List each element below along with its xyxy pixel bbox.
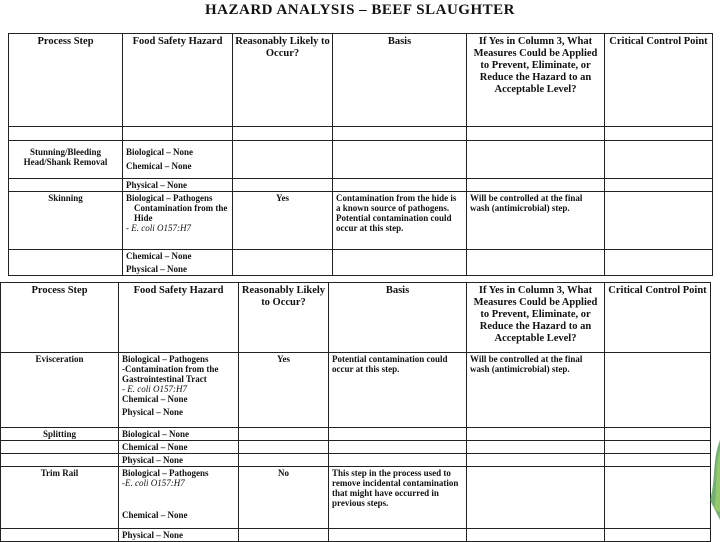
hazard-phys: Physical – None [119, 529, 239, 542]
header-hazard: Food Safety Hazard [119, 283, 239, 353]
hazard-chem: Chemical – None [122, 510, 188, 520]
measures-text: Will be controlled at the final wash (antimicrobial) step. [467, 353, 605, 428]
header-process-step: Process Step [1, 283, 119, 353]
table-row [1, 454, 711, 467]
header-basis: Basis [329, 283, 467, 353]
header-measures: If Yes in Column 3, What Measures Could be Applied to Prevent, Eliminate, or Reduce the Hazard to an Acceptable Level? [467, 34, 605, 127]
table-row [1, 353, 711, 428]
hazard-bio-organism: - E. coli O157:H7 [126, 223, 191, 233]
corner-decoration [706, 440, 720, 520]
hazard-cell [123, 141, 233, 179]
hazard-chem: Chemical – None [119, 441, 239, 454]
hazard-bio: Biological – Pathogens [122, 354, 209, 364]
measures-text: Will be controlled at the final wash (antimicrobial) step. [467, 192, 605, 250]
table-row [9, 192, 713, 250]
header-basis: Basis [333, 34, 467, 127]
hazard-bio-detail: Contamination from the Hide [134, 203, 228, 223]
header-process-step: Process Step [9, 34, 123, 127]
header-likely: Reasonably Likely to Occur? [239, 283, 329, 353]
step-trim-rail: Trim Rail [1, 467, 119, 529]
table-row [9, 250, 713, 276]
table-row [1, 441, 711, 454]
likely-value: No [239, 467, 329, 529]
hazard-cell [123, 192, 233, 250]
hazard-phys: Physical – None [122, 407, 184, 417]
hazard-chem: Chemical – None [122, 394, 188, 404]
hazard-phys: Physical – None [126, 264, 188, 274]
table-row-spacer [9, 127, 713, 141]
header-ccp: Critical Control Point [605, 283, 711, 353]
basis-text: Contamination from the hide is a known source of pathogens. Potential contamination could occur at this step. [333, 192, 467, 250]
hazard-bio: Biological – Pathogens [122, 468, 209, 478]
hazard-bio-detail: -Contamination from the Gastrointestinal Tract [122, 364, 219, 384]
hazard-bio-organism: -E. coli O157:H7 [122, 478, 185, 488]
step-splitting: Splitting [1, 428, 119, 441]
hazard-table-top [8, 33, 713, 276]
header-measures: If Yes in Column 3, What Measures Could be Applied to Prevent, Eliminate, or Reduce the Hazard to an Acceptable Level? [467, 283, 605, 353]
table-row [9, 141, 713, 179]
hazard-table-bottom [0, 282, 711, 542]
basis-text: Potential contamination could occur at this step. [329, 353, 467, 428]
hazard-cell [123, 250, 233, 276]
table-row [9, 179, 713, 192]
likely-value: Yes [239, 353, 329, 428]
header-likely: Reasonably Likely to Occur? [233, 34, 333, 127]
hazard-bio: Biological – Pathogens [126, 193, 213, 203]
hazard-chem: Chemical – None [126, 251, 192, 261]
hazard-bio-organism: - E. coli O157:H7 [122, 384, 187, 394]
header-hazard: Food Safety Hazard [123, 34, 233, 127]
step-evisceration: Evisceration [1, 353, 119, 428]
step-skinning: Skinning [9, 192, 123, 250]
table-row [1, 428, 711, 441]
likely-value: Yes [233, 192, 333, 250]
step-stunning: Stunning/Bleeding Head/Shank Removal [9, 141, 123, 179]
header-ccp: Critical Control Point [605, 34, 713, 127]
hazard-phys: Physical – None [123, 179, 233, 192]
hazard-chem: Chemical – None [126, 161, 192, 171]
hazard-cell [119, 353, 239, 428]
page-title: HAZARD ANALYSIS – BEEF SLAUGHTER [205, 2, 515, 18]
hazard-bio: Biological – None [119, 428, 239, 441]
hazard-bio: Biological – None [126, 147, 193, 157]
hazard-cell [119, 467, 239, 529]
basis-text: This step in the process used to remove incidental contamination that might have occurred in previous steps. [329, 467, 467, 529]
hazard-phys: Physical – None [119, 454, 239, 467]
table-row [1, 467, 711, 529]
